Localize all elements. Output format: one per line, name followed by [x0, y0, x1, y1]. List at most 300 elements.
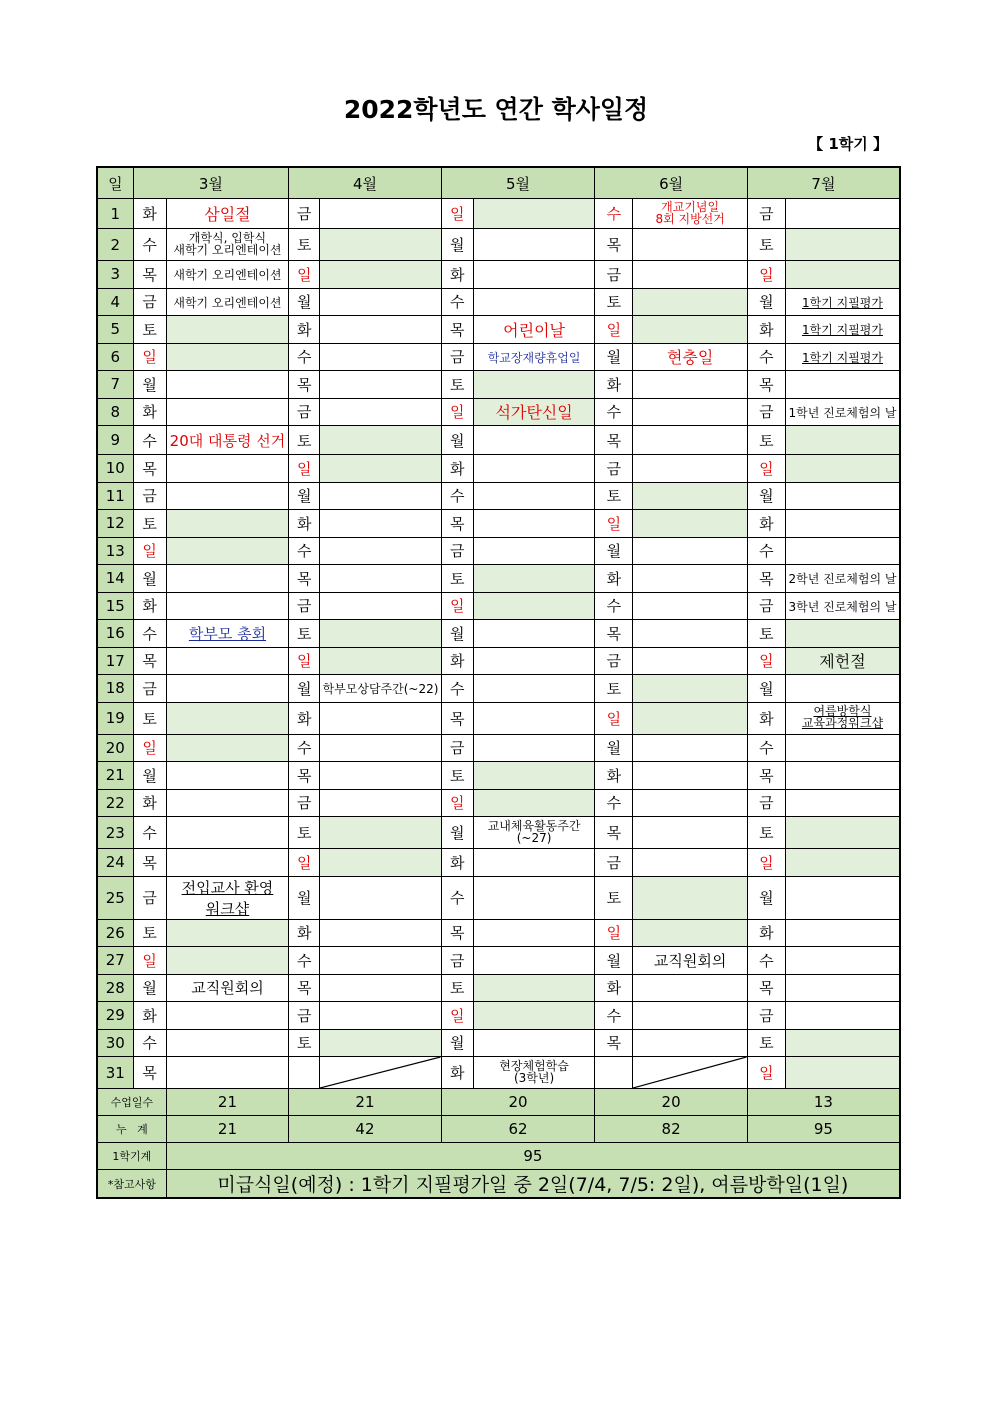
event-cell [785, 592, 900, 620]
empty-event-cell [320, 316, 441, 344]
empty-event-cell [320, 426, 441, 455]
weekday-cell: 화 [133, 1002, 166, 1030]
blank-diagonal-line [633, 1057, 746, 1088]
weekday-cell: 금 [747, 789, 785, 817]
weekday-cell: 월 [747, 675, 785, 703]
empty-event-cell [785, 974, 900, 1002]
day-row [97, 762, 900, 790]
empty-event-cell [320, 734, 441, 762]
weekday-cell: 수 [133, 426, 166, 455]
empty-event-cell [320, 199, 441, 229]
weekday-cell: 월 [595, 947, 633, 975]
empty-event-cell [166, 565, 288, 593]
event-text: 1학기 지필평가 [801, 323, 883, 338]
weekday-cell: 화 [289, 510, 320, 538]
event-text: 20대 대통령 선거 [169, 431, 286, 450]
weekday-cell: 월 [133, 371, 166, 399]
day-number: 1 [97, 199, 133, 229]
event-text: 교내체육활동주간 (~27) [487, 818, 581, 845]
weekday-cell: 목 [133, 1057, 166, 1089]
weekday-cell: 목 [289, 371, 320, 399]
weekday-cell: 금 [595, 455, 633, 483]
weekday-cell: 화 [133, 398, 166, 426]
day-row [97, 316, 900, 344]
weekday-cell: 월 [289, 876, 320, 919]
day-number: 30 [97, 1029, 133, 1057]
day-number: 19 [97, 702, 133, 734]
empty-event-cell [473, 849, 594, 877]
weekday-cell: 월 [133, 974, 166, 1002]
weekday-cell: 금 [595, 261, 633, 289]
weekday-cell: 월 [747, 482, 785, 510]
weekday-cell: 일 [289, 647, 320, 675]
empty-event-cell [633, 537, 747, 565]
day-row [97, 199, 900, 229]
event-cell [785, 316, 900, 344]
weekday-cell: 화 [441, 455, 473, 483]
weekday-cell: 화 [133, 199, 166, 229]
empty-event-cell [633, 789, 747, 817]
event-cell [473, 316, 594, 344]
empty-event-cell [166, 675, 288, 703]
weekday-cell: 금 [289, 789, 320, 817]
weekday-cell: 금 [441, 537, 473, 565]
empty-event-cell [166, 789, 288, 817]
weekday-cell: 금 [289, 592, 320, 620]
day-row [97, 261, 900, 289]
day-number: 6 [97, 343, 133, 371]
note-row [97, 1170, 900, 1199]
empty-event-cell [166, 1057, 288, 1089]
weekday-cell: 화 [441, 261, 473, 289]
weekday-cell: 화 [289, 919, 320, 947]
empty-event-cell [320, 647, 441, 675]
cumulative-6: 82 [595, 1116, 748, 1143]
event-cell [633, 199, 747, 229]
weekday-cell: 목 [747, 371, 785, 399]
weekday-cell: 목 [133, 455, 166, 483]
weekday-cell: 토 [747, 229, 785, 261]
empty-event-cell [633, 974, 747, 1002]
weekday-cell: 수 [289, 947, 320, 975]
event-cell [166, 261, 288, 289]
weekday-cell: 월 [441, 817, 473, 849]
weekday-cell: 일 [747, 849, 785, 877]
weekday-cell: 목 [595, 620, 633, 648]
empty-event-cell [473, 919, 594, 947]
weekday-cell: 월 [441, 1029, 473, 1057]
empty-event-cell [473, 371, 594, 399]
empty-event-cell [166, 592, 288, 620]
empty-event-cell [320, 620, 441, 648]
header-month-4: 4월 [289, 167, 442, 199]
event-text: 교직원회의 [653, 951, 727, 970]
empty-event-cell [320, 482, 441, 510]
event-text: 교직원회의 [191, 979, 264, 998]
empty-event-cell [166, 482, 288, 510]
weekday-cell: 토 [441, 371, 473, 399]
weekday-cell: 수 [289, 343, 320, 371]
empty-event-cell [633, 229, 747, 261]
weekday-cell: 금 [441, 734, 473, 762]
day-row [97, 675, 900, 703]
weekday-cell: 월 [441, 229, 473, 261]
empty-event-cell [166, 702, 288, 734]
empty-event-cell [785, 675, 900, 703]
event-text: 학부모상담주간(~22) [322, 682, 439, 697]
empty-event-cell [633, 675, 747, 703]
weekday-cell: 토 [595, 675, 633, 703]
weekday-cell: 금 [441, 947, 473, 975]
weekday-cell: 토 [595, 876, 633, 919]
weekday-cell: 월 [441, 620, 473, 648]
empty-event-cell [320, 974, 441, 1002]
weekday-cell: 금 [747, 592, 785, 620]
weekday-cell: 금 [289, 398, 320, 426]
weekday-cell: 목 [441, 316, 473, 344]
empty-event-cell [166, 371, 288, 399]
empty-event-cell [473, 199, 594, 229]
day-row [97, 592, 900, 620]
empty-event-cell [166, 849, 288, 877]
day-number: 11 [97, 482, 133, 510]
empty-event-cell [166, 734, 288, 762]
weekday-cell: 수 [747, 537, 785, 565]
empty-event-cell [320, 455, 441, 483]
weekday-cell: 화 [595, 974, 633, 1002]
weekday-cell: 화 [595, 762, 633, 790]
empty-event-cell [320, 343, 441, 371]
weekday-cell: 금 [133, 288, 166, 316]
weekday-cell: 금 [747, 1002, 785, 1030]
weekday-cell: 화 [133, 789, 166, 817]
day-row [97, 849, 900, 877]
empty-event-cell [785, 817, 900, 849]
weekday-cell: 화 [747, 316, 785, 344]
event-text: 1학기 지필평가 [801, 350, 883, 365]
event-cell [473, 1057, 594, 1089]
empty-event-cell [320, 537, 441, 565]
event-text: 3학년 진로체험의 날 [788, 599, 897, 614]
weekday-cell: 일 [133, 947, 166, 975]
weekday-cell: 목 [595, 426, 633, 455]
weekday-cell: 일 [747, 455, 785, 483]
day-number: 10 [97, 455, 133, 483]
empty-event-cell [785, 537, 900, 565]
empty-event-cell [166, 1029, 288, 1057]
weekday-cell: 토 [133, 702, 166, 734]
empty-event-cell [785, 947, 900, 975]
weekday-cell: 토 [289, 817, 320, 849]
day-row [97, 565, 900, 593]
semester-label: 【 1학기 】 [808, 135, 888, 153]
weekday-cell: 수 [441, 675, 473, 703]
empty-event-cell [320, 919, 441, 947]
weekday-cell: 화 [289, 316, 320, 344]
note-text: 미급식일(예정) : 1학기 지필평가일 중 2일(7/4, 7/5: 2일), 여름방학일(1일) [166, 1170, 900, 1199]
day-number: 27 [97, 947, 133, 975]
empty-event-cell [320, 288, 441, 316]
empty-event-cell [166, 1002, 288, 1030]
weekday-cell: 목 [595, 817, 633, 849]
event-text: 학부모 총회 [188, 624, 267, 643]
weekday-cell: 수 [133, 620, 166, 648]
weekday-cell: 토 [289, 620, 320, 648]
weekday-cell: 수 [595, 398, 633, 426]
empty-event-cell [785, 229, 900, 261]
event-cell [166, 876, 288, 919]
event-cell [166, 974, 288, 1002]
weekday-cell: 월 [595, 537, 633, 565]
weekday-cell: 일 [595, 510, 633, 538]
weekday-cell: 토 [747, 426, 785, 455]
empty-event-cell [473, 734, 594, 762]
empty-event-cell [633, 288, 747, 316]
empty-event-cell [785, 482, 900, 510]
cumulative-row [97, 1116, 900, 1143]
weekday-cell: 월 [133, 762, 166, 790]
empty-event-cell [633, 482, 747, 510]
empty-event-cell [473, 789, 594, 817]
weekday-cell: 월 [747, 288, 785, 316]
weekday-cell: 화 [747, 702, 785, 734]
empty-event-cell [166, 537, 288, 565]
day-row [97, 426, 900, 455]
empty-event-cell [473, 592, 594, 620]
empty-event-cell [166, 510, 288, 538]
weekday-cell: 일 [595, 919, 633, 947]
day-number: 14 [97, 565, 133, 593]
day-row [97, 789, 900, 817]
weekday-cell: 수 [441, 482, 473, 510]
empty-event-cell [633, 849, 747, 877]
event-cell [320, 675, 441, 703]
empty-event-cell [473, 229, 594, 261]
day-number: 7 [97, 371, 133, 399]
weekday-cell: 토 [133, 919, 166, 947]
event-text: 현장체험학습 (3학년) [499, 1058, 569, 1085]
event-text: 전입교사 환영 워크샵 [181, 878, 274, 918]
weekday-cell: 금 [441, 343, 473, 371]
weekday-cell: 토 [747, 817, 785, 849]
weekday-cell: 목 [747, 762, 785, 790]
weekday-cell: 월 [747, 876, 785, 919]
weekday-cell: 토 [747, 620, 785, 648]
empty-event-cell [633, 876, 747, 919]
cumulative-4: 42 [289, 1116, 442, 1143]
empty-event-cell [785, 510, 900, 538]
weekday-cell: 월 [289, 482, 320, 510]
empty-event-cell [473, 426, 594, 455]
event-text: 개학식, 입학식 새학기 오리엔테이션 [173, 230, 282, 257]
empty-event-cell [633, 919, 747, 947]
empty-event-cell [633, 565, 747, 593]
empty-event-cell [320, 565, 441, 593]
weekday-cell: 금 [133, 675, 166, 703]
empty-event-cell [320, 592, 441, 620]
weekday-cell: 금 [133, 876, 166, 919]
day-row [97, 620, 900, 648]
weekday-cell: 토 [441, 974, 473, 1002]
empty-event-cell [166, 647, 288, 675]
day-row [97, 817, 900, 849]
event-cell [633, 947, 747, 975]
empty-event-cell [320, 702, 441, 734]
weekday-cell [595, 1057, 633, 1089]
weekday-cell: 토 [289, 229, 320, 261]
class-days-5: 20 [441, 1089, 595, 1116]
day-number: 16 [97, 620, 133, 648]
event-cell [166, 288, 288, 316]
cumulative-label: 누 계 [97, 1116, 166, 1143]
class-days-4: 21 [289, 1089, 442, 1116]
event-text: 새학기 오리엔테이션 [173, 268, 282, 283]
weekday-cell: 월 [441, 426, 473, 455]
weekday-cell: 화 [441, 849, 473, 877]
day-row [97, 343, 900, 371]
empty-event-cell [320, 1029, 441, 1057]
weekday-cell: 금 [747, 398, 785, 426]
weekday-cell: 금 [595, 849, 633, 877]
weekday-cell: 일 [441, 398, 473, 426]
empty-event-cell [785, 426, 900, 455]
event-text: 여름방학식 교육과정워크샵 [801, 704, 884, 730]
empty-event-cell [473, 455, 594, 483]
day-row [97, 1057, 900, 1089]
empty-event-cell [633, 1002, 747, 1030]
class-days-7: 13 [747, 1089, 900, 1116]
empty-event-cell [785, 455, 900, 483]
day-number: 25 [97, 876, 133, 919]
empty-event-cell [785, 849, 900, 877]
day-row [97, 876, 900, 919]
day-number: 18 [97, 675, 133, 703]
day-number: 9 [97, 426, 133, 455]
empty-event-cell [633, 647, 747, 675]
event-cell [166, 426, 288, 455]
empty-event-cell [633, 592, 747, 620]
weekday-cell: 월 [595, 343, 633, 371]
day-number: 12 [97, 510, 133, 538]
empty-event-cell [785, 261, 900, 289]
empty-event-cell [320, 849, 441, 877]
day-number: 24 [97, 849, 133, 877]
page-title: 2022학년도 연간 학사일정 [343, 95, 649, 124]
empty-event-cell [166, 762, 288, 790]
weekday-cell: 일 [289, 455, 320, 483]
empty-event-cell [633, 817, 747, 849]
weekday-cell: 일 [595, 702, 633, 734]
empty-event-cell [633, 1029, 747, 1057]
weekday-cell: 일 [747, 647, 785, 675]
day-number: 5 [97, 316, 133, 344]
weekday-cell: 토 [441, 762, 473, 790]
empty-event-cell [633, 1057, 747, 1089]
empty-event-cell [473, 565, 594, 593]
weekday-cell: 목 [747, 565, 785, 593]
empty-event-cell [633, 734, 747, 762]
empty-event-cell [166, 817, 288, 849]
event-text: 2학년 진로체험의 날 [788, 572, 897, 587]
weekday-cell: 일 [441, 789, 473, 817]
day-row [97, 229, 900, 261]
weekday-cell: 목 [133, 849, 166, 877]
day-number: 8 [97, 398, 133, 426]
event-text: 1학년 진로체험의 날 [788, 405, 897, 420]
empty-event-cell [473, 620, 594, 648]
day-number: 31 [97, 1057, 133, 1089]
empty-event-cell [473, 876, 594, 919]
weekday-cell: 수 [595, 199, 633, 229]
empty-event-cell [785, 1029, 900, 1057]
weekday-cell: 토 [289, 1029, 320, 1057]
empty-event-cell [633, 398, 747, 426]
event-cell [473, 398, 594, 426]
day-row [97, 919, 900, 947]
day-row [97, 647, 900, 675]
weekday-cell: 수 [595, 789, 633, 817]
empty-event-cell [785, 199, 900, 229]
day-number: 21 [97, 762, 133, 790]
semester-total-row [97, 1143, 900, 1170]
header-day: 일 [97, 167, 133, 199]
weekday-cell: 토 [441, 565, 473, 593]
weekday-cell: 목 [289, 974, 320, 1002]
event-cell [633, 343, 747, 371]
blank-diagonal-line [320, 1057, 440, 1088]
weekday-cell: 수 [289, 734, 320, 762]
note-label: *참고사항 [97, 1170, 166, 1199]
event-text: 현충일 [666, 348, 714, 368]
header-month-3: 3월 [133, 167, 289, 199]
empty-event-cell [320, 762, 441, 790]
weekday-cell: 목 [441, 919, 473, 947]
weekday-cell: 토 [595, 288, 633, 316]
weekday-cell: 화 [595, 371, 633, 399]
event-cell [785, 398, 900, 426]
weekday-cell: 목 [289, 762, 320, 790]
day-row [97, 1002, 900, 1030]
day-row [97, 537, 900, 565]
empty-event-cell [633, 371, 747, 399]
weekday-cell: 일 [441, 199, 473, 229]
weekday-cell: 수 [441, 288, 473, 316]
weekday-cell: 목 [133, 261, 166, 289]
empty-event-cell [166, 398, 288, 426]
event-cell [166, 620, 288, 648]
weekday-cell: 수 [289, 537, 320, 565]
day-row [97, 398, 900, 426]
event-cell [785, 288, 900, 316]
class-days-6: 20 [595, 1089, 748, 1116]
academic-calendar-table [96, 166, 901, 1199]
event-cell [473, 343, 594, 371]
event-text: 새학기 오리엔테이션 [173, 295, 282, 310]
weekday-cell: 목 [289, 565, 320, 593]
semester-total-value: 95 [166, 1143, 900, 1170]
empty-event-cell [473, 261, 594, 289]
cumulative-7: 95 [747, 1116, 900, 1143]
weekday-cell: 수 [133, 1029, 166, 1057]
empty-event-cell [785, 371, 900, 399]
empty-event-cell [785, 789, 900, 817]
weekday-cell: 금 [289, 199, 320, 229]
event-cell [473, 817, 594, 849]
header-month-7: 7월 [747, 167, 900, 199]
empty-event-cell [320, 947, 441, 975]
weekday-cell: 일 [289, 261, 320, 289]
weekday-cell: 금 [289, 1002, 320, 1030]
